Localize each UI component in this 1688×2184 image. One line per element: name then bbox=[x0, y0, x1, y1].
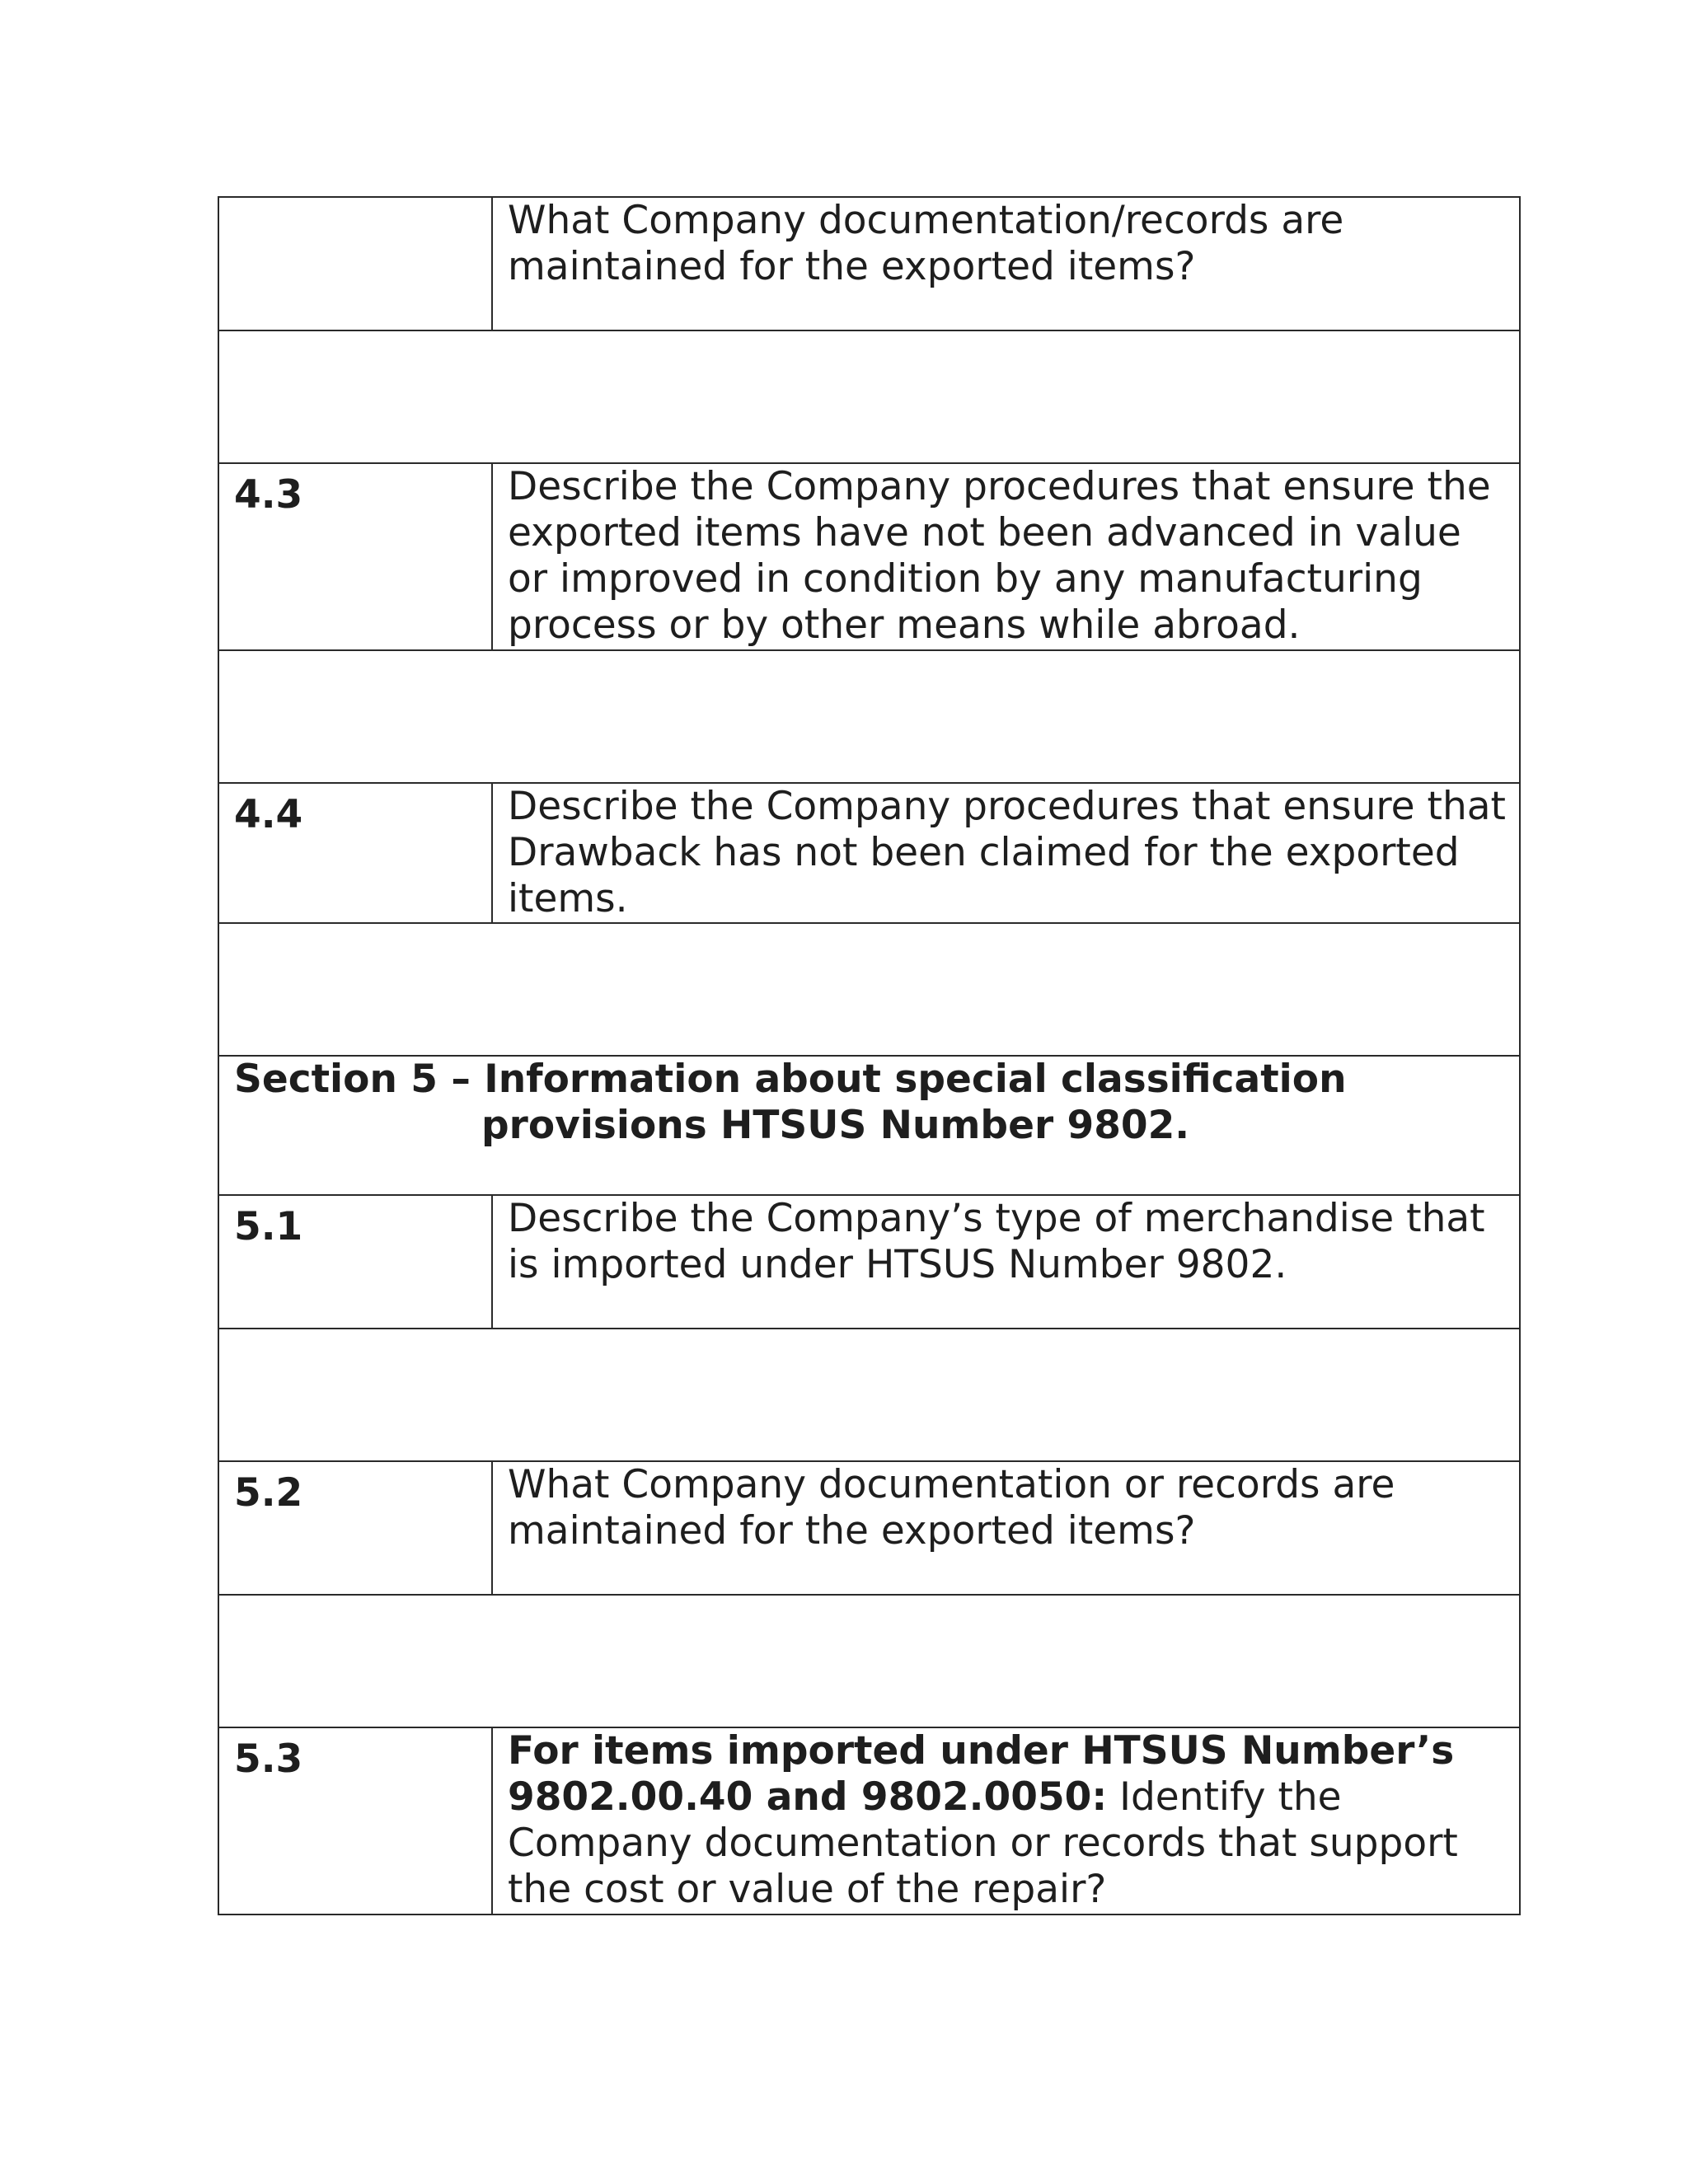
question-text: Describe the Company’s type of merchandise that is imported under HTSUS Number 9802. bbox=[492, 1195, 1520, 1329]
questionnaire-table bbox=[218, 196, 1521, 1915]
answer-row bbox=[218, 1595, 1520, 1727]
question-text: Describe the Company procedures that ensure that Drawback has not been claimed for the exported items. bbox=[492, 783, 1520, 923]
answer-row bbox=[218, 1329, 1520, 1461]
answer-row bbox=[218, 650, 1520, 783]
section-heading-row bbox=[218, 1056, 1520, 1195]
question-text: What Company documentation/records are maintained for the exported items? bbox=[492, 197, 1520, 330]
question-number bbox=[218, 197, 492, 330]
section-heading-line2: provisions HTSUS Number 9802. bbox=[481, 1103, 1190, 1148]
answer-row bbox=[218, 330, 1520, 463]
answer-field[interactable] bbox=[218, 923, 1520, 1056]
question-row-5-1 bbox=[218, 1195, 1520, 1329]
question-number: 4.3 bbox=[218, 463, 492, 650]
question-text-regular: Identify the Company documentation or records that support the cost or value of the repair? bbox=[508, 1774, 1458, 1912]
question-number: 5.2 bbox=[218, 1461, 492, 1595]
answer-field[interactable] bbox=[218, 650, 1520, 783]
question-number: 5.1 bbox=[218, 1195, 492, 1329]
question-row-4-4 bbox=[218, 783, 1520, 923]
answer-field[interactable] bbox=[218, 330, 1520, 463]
question-row-5-3 bbox=[218, 1727, 1520, 1915]
question-number: 4.4 bbox=[218, 783, 492, 923]
question-number: 5.3 bbox=[218, 1727, 492, 1915]
answer-row bbox=[218, 923, 1520, 1056]
question-row bbox=[218, 197, 1520, 330]
question-row-5-2 bbox=[218, 1461, 1520, 1595]
section-5-heading bbox=[218, 1056, 1520, 1195]
question-text-bold: For items imported under HTSUS Number’s 9802.00.40 and 9802.0050: bbox=[508, 1728, 1455, 1820]
question-text: What Company documentation or records are maintained for the exported items? bbox=[492, 1461, 1520, 1595]
answer-field[interactable] bbox=[218, 1595, 1520, 1727]
answer-field[interactable] bbox=[218, 1329, 1520, 1461]
question-row-4-3 bbox=[218, 463, 1520, 650]
question-text: Describe the Company procedures that ensure the exported items have not been advanced in value or improved in condition by any manufacturing process or by other means while abroad. bbox=[492, 463, 1520, 650]
section-heading-line1: Section 5 – Information about special classification bbox=[234, 1057, 1347, 1102]
question-text bbox=[492, 1727, 1520, 1915]
